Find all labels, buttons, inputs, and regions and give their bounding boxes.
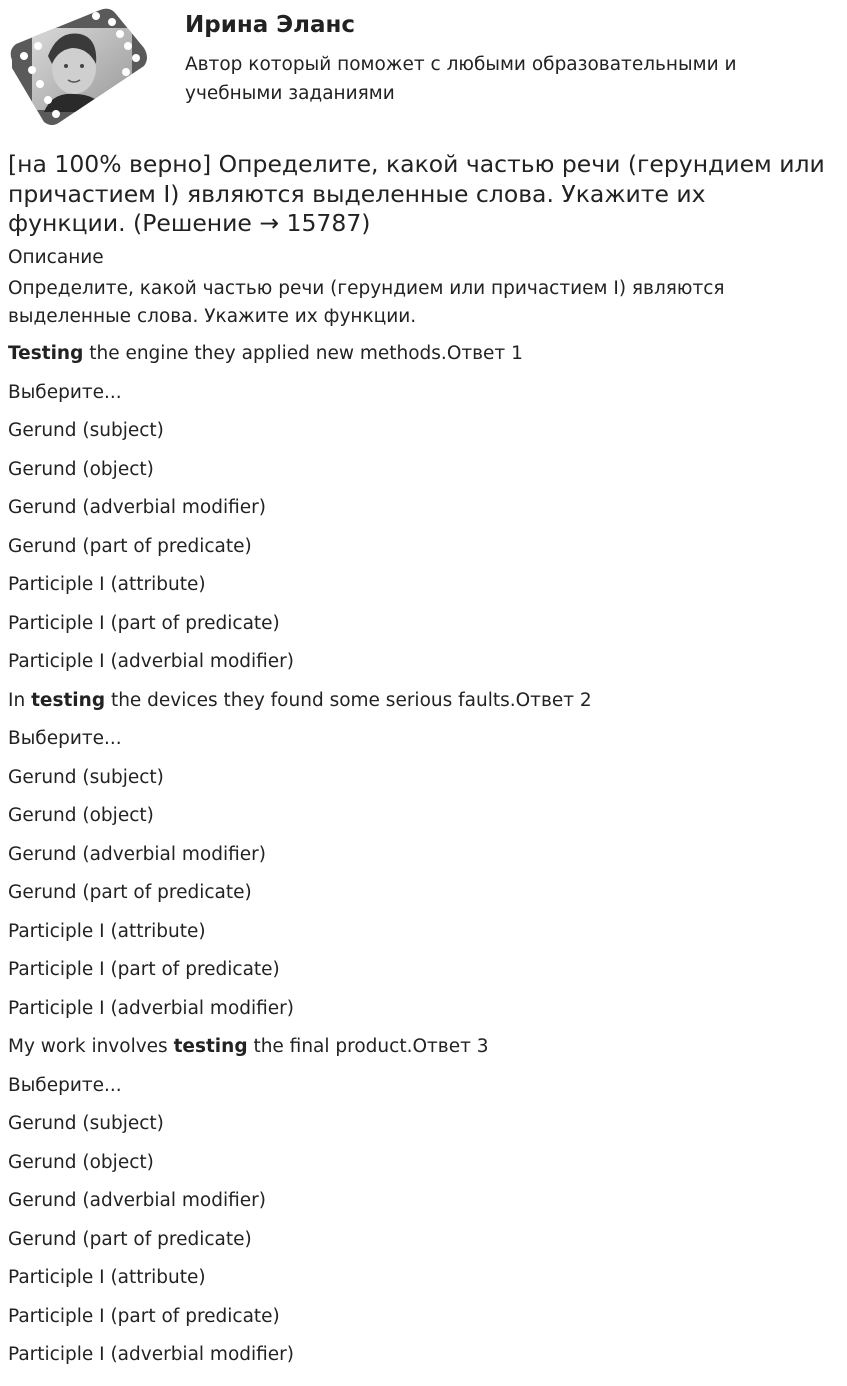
answer-option[interactable]: Gerund (object)	[8, 805, 154, 826]
answer-option[interactable]: Participle I (attribute)	[8, 574, 206, 595]
answer-option[interactable]: Gerund (adverbial modifier)	[8, 1190, 266, 1211]
answer-option[interactable]: Participle I (part of predicate)	[8, 1305, 280, 1327]
description-text: Определите, какой частью речи (герундием или причастием I) являются выделенные слова. Укажите их функции.	[8, 278, 725, 327]
highlighted-word: Testing	[8, 343, 84, 364]
question-text	[8, 686, 838, 725]
answer-select-placeholder[interactable]: Выберите...	[8, 728, 122, 749]
answer-option[interactable]: Gerund (adverbial modifier)	[8, 497, 266, 518]
answer-option[interactable]: Participle I (adverbial modifier)	[8, 651, 295, 672]
answer-label: Ответ 3	[412, 1036, 489, 1057]
author-description: Автор который поможет с любыми образовательными и учебными заданиями	[185, 54, 737, 104]
answer-option[interactable]: Participle I (attribute)	[8, 1267, 206, 1288]
answer-option[interactable]: Participle I (adverbial modifier)	[8, 1344, 295, 1365]
question-text	[8, 339, 838, 378]
highlighted-word: testing	[173, 1036, 248, 1057]
question-text-before: In	[8, 689, 32, 711]
answer-option[interactable]: Gerund (subject)	[8, 420, 164, 441]
question-text-after: the devices they found some serious faults.	[105, 689, 516, 711]
answer-option[interactable]: Gerund (part of predicate)	[8, 882, 252, 903]
answer-option[interactable]: Gerund (part of predicate)	[8, 1228, 252, 1250]
answer-option[interactable]: Participle I (part of predicate)	[8, 612, 280, 634]
question-text-after: the final product.	[247, 1036, 413, 1057]
answer-option[interactable]: Gerund (part of predicate)	[8, 535, 252, 557]
answer-option[interactable]: Gerund (adverbial modifier)	[8, 843, 266, 865]
questions-list	[8, 339, 838, 1379]
question-1	[8, 339, 838, 686]
highlighted-word: testing	[31, 689, 106, 711]
answer-option[interactable]: Gerund (object)	[8, 1151, 154, 1173]
answer-option[interactable]: Participle I (adverbial modifier)	[8, 997, 295, 1019]
author-name[interactable]: Ирина Эланс	[185, 12, 356, 38]
description-heading: Описание	[8, 247, 104, 268]
question-text	[8, 1032, 838, 1071]
page-title: [на 100% верно] Определите, какой частью речи (герундием или причастием I) являются выделенные слова. Укажите их функции. (Решение → 15787)	[8, 150, 825, 237]
question-text-after: the engine they applied new methods.	[83, 343, 447, 364]
question-3	[8, 1032, 838, 1379]
answer-select-placeholder[interactable]: Выберите...	[8, 381, 122, 403]
answer-option[interactable]: Gerund (subject)	[8, 766, 164, 788]
question-text-before: My work involves	[8, 1036, 174, 1057]
answer-option[interactable]: Participle I (part of predicate)	[8, 959, 280, 980]
answer-label: Ответ 1	[446, 343, 523, 364]
answer-option[interactable]: Participle I (attribute)	[8, 920, 206, 942]
answer-label: Ответ 2	[515, 689, 592, 711]
author-block	[0, 0, 847, 135]
answer-option[interactable]: Gerund (object)	[8, 458, 154, 480]
author-avatar[interactable]	[8, 8, 150, 128]
answer-select-placeholder[interactable]: Выберите...	[8, 1074, 122, 1096]
question-2	[8, 686, 838, 1033]
answer-option[interactable]: Gerund (subject)	[8, 1113, 164, 1134]
